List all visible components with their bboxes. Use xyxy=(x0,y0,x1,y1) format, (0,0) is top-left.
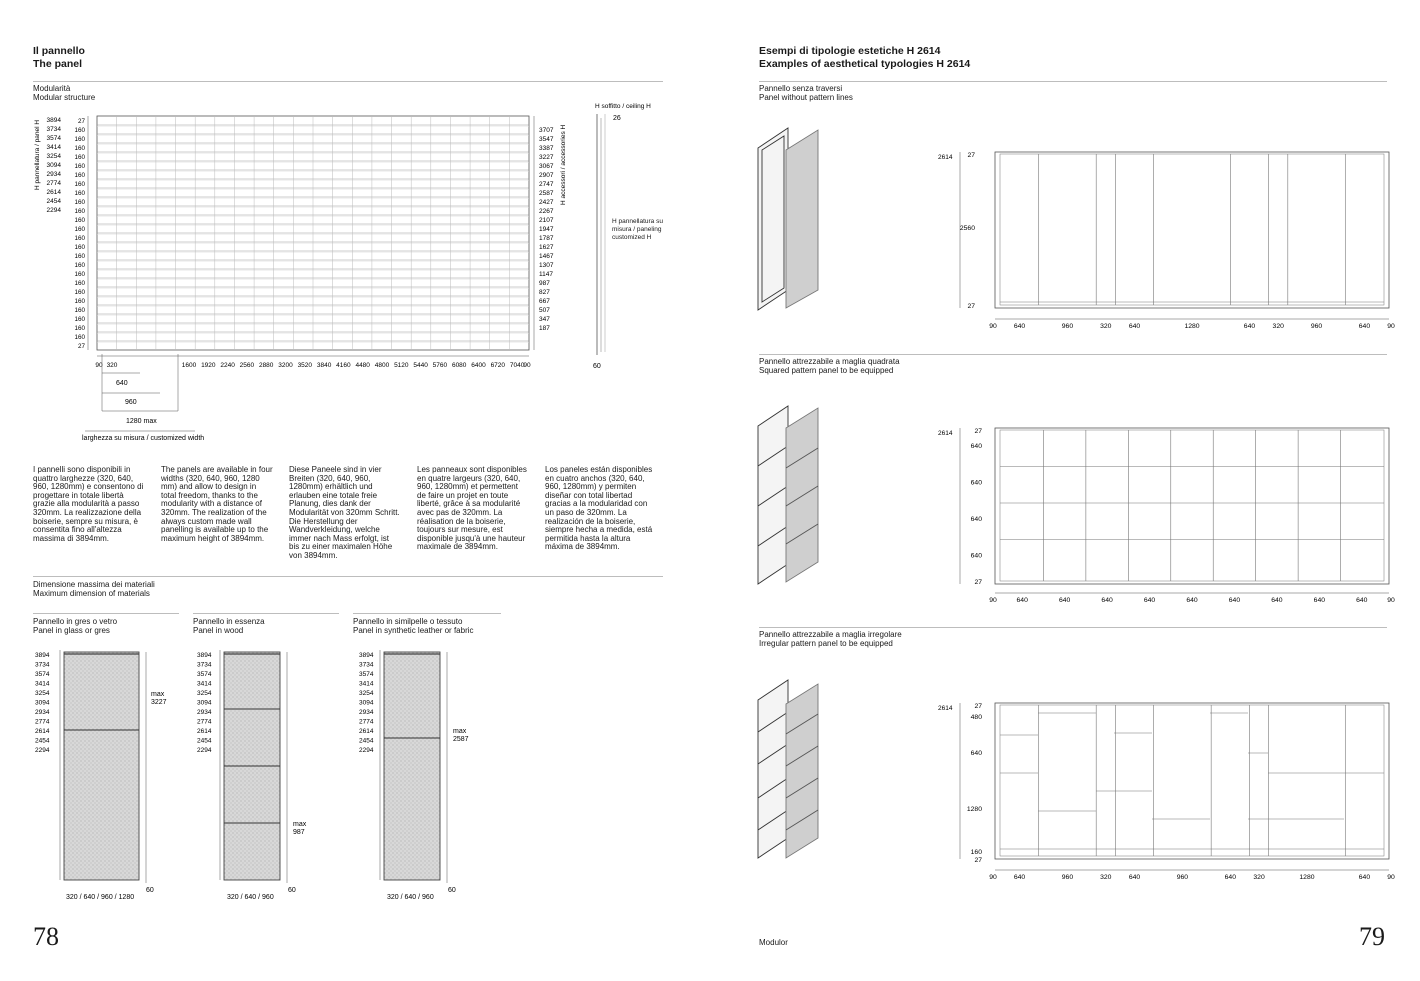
module-label: 160 xyxy=(74,226,85,234)
material-height-label: 3734 xyxy=(197,661,212,669)
material-height-label: 3094 xyxy=(359,699,374,707)
iso-panel-irregular xyxy=(758,680,818,858)
material-height-label: 2614 xyxy=(359,728,374,735)
module-label: 160 xyxy=(74,325,85,333)
material-height-label: 2454 xyxy=(35,737,50,745)
elevation-height-label: 27 xyxy=(974,428,982,435)
paragraph-de: Diese Paneele sind in vier Breiten (320, 640, 960, 1280mm) erhältlich und erlauben eine totale freie Planung, dies dank der Modularität von 320mm Schritt. Die Herstellung der Wandverkleidung, welche immer nach Mass erfolgt, ist bis zu einer maximalen Höhe von 3894mm. xyxy=(289,465,400,560)
material-height-label: 3094 xyxy=(197,699,212,707)
elevation-width-label: 320 xyxy=(1253,874,1265,881)
right-title-en: Examples of aesthetical typologies H 2614 xyxy=(759,58,971,70)
wood-max-label: max xyxy=(293,821,307,828)
panel-height-label: 2774 xyxy=(46,180,61,187)
elevation-total-label: 2614 xyxy=(938,430,953,437)
accessory-height-label: 827 xyxy=(539,289,550,296)
gres-max-label: max xyxy=(151,691,165,698)
module-label: 160 xyxy=(74,262,85,270)
accessory-height-labels xyxy=(534,116,554,350)
elevation-width-label: 640 xyxy=(1271,597,1283,604)
module-label: 160 xyxy=(74,316,85,324)
elevation-height-label: 480 xyxy=(970,714,982,721)
paragraph-fr: Les panneaux sont disponibles en quatre largeurs (320, 640, 960, 1280mm) et permettent de faire un projet en toute liberté, grâce à sa modularité avec pas de 320mm. La réalisation de la boiserie, toujours sur mesure, est disponible jusqu'à une hauteur maximale de 3894mm. xyxy=(417,465,527,552)
elevation-width-label: 640 xyxy=(1016,597,1028,604)
material-height-label: 2454 xyxy=(359,737,374,745)
material-height-label: 2774 xyxy=(197,718,212,726)
width-axis-label: 7040 xyxy=(509,362,525,369)
section3-en: Irregular pattern panel to be equipped xyxy=(759,639,893,648)
width-axis-label: 6400 xyxy=(471,362,486,369)
right-title-it: Esempi di tipologie estetiche H 2614 xyxy=(759,45,941,57)
accessory-height-label: 2267 xyxy=(539,208,554,215)
material-height-label: 3574 xyxy=(359,671,374,678)
elevation-width-label: 640 xyxy=(1101,597,1113,604)
material-height-label: 3894 xyxy=(359,652,374,659)
material-height-label: 3414 xyxy=(197,680,212,688)
wood-bottom: 60 xyxy=(288,887,296,894)
elevation-width-label: 640 xyxy=(1313,597,1326,604)
material-height-label: 3094 xyxy=(35,699,50,707)
material-height-label: 3574 xyxy=(197,671,212,678)
width-axis-label: 3200 xyxy=(278,362,293,369)
iso-panel-squared xyxy=(758,406,818,584)
leather-max-label: max xyxy=(453,728,467,735)
module-label: 160 xyxy=(74,298,85,306)
panel-height-label: 3094 xyxy=(46,162,61,169)
material-height-label: 2934 xyxy=(35,709,50,716)
material-panel xyxy=(384,652,440,880)
material-gres-it: Pannello in gres o vetro xyxy=(33,617,118,626)
modular-en: Modular structure xyxy=(33,93,96,102)
materials-chart xyxy=(0,640,520,910)
module-label: 160 xyxy=(74,235,85,243)
panel-height-label: 2294 xyxy=(46,207,61,214)
maxdim-en: Maximum dimension of materials xyxy=(33,589,150,598)
ceiling-value: 26 xyxy=(613,115,621,122)
elevation-height-label: 160 xyxy=(970,849,982,856)
width-axis-label: 3840 xyxy=(316,362,332,369)
elevation-width-label: 640 xyxy=(1224,874,1236,881)
module-label: 160 xyxy=(74,289,85,297)
elevation-frame xyxy=(995,152,1389,308)
leather-max-value: 2587 xyxy=(453,736,469,743)
module-label: 160 xyxy=(74,208,85,216)
wood-widths: 320 / 640 / 960 xyxy=(227,894,274,901)
elevation-width-label: 1280 xyxy=(1299,874,1315,881)
width-axis-label: 4800 xyxy=(374,362,390,369)
elevation-height-label: 640 xyxy=(970,516,982,523)
material-panel-leather xyxy=(359,650,447,883)
material-wood-title xyxy=(193,617,265,635)
typologies-drawings xyxy=(740,0,1420,900)
width-axis-label: 2240 xyxy=(220,362,235,369)
material-height-label: 2294 xyxy=(359,747,374,754)
material-height-label: 3254 xyxy=(359,690,374,697)
material-panel-gres xyxy=(35,650,146,883)
gres-bottom: 60 xyxy=(146,887,154,894)
elevation-plain xyxy=(938,152,1395,330)
elevation-width-label: 640 xyxy=(1228,597,1241,604)
divider xyxy=(33,613,179,614)
label-h-accessory: H accessori / accessories H xyxy=(560,124,567,205)
accessory-height-label: 2427 xyxy=(539,199,554,206)
accessory-height-label: 1147 xyxy=(539,271,553,278)
width-axis-label: 1920 xyxy=(201,362,216,369)
gres-widths: 320 / 640 / 960 / 1280 xyxy=(66,894,135,901)
elevation-height-label: 27 xyxy=(967,303,975,310)
elevation-total-label: 2614 xyxy=(938,705,953,712)
panel-height-label: 2454 xyxy=(46,198,61,205)
section1-en: Panel without pattern lines xyxy=(759,93,853,102)
accessory-height-label: 507 xyxy=(539,307,550,314)
material-gres-en: Panel in glass or gres xyxy=(33,626,110,635)
modular-grid xyxy=(97,116,529,350)
label-h-panel: H pannellatura / panel H xyxy=(34,119,41,190)
elevation-width-label: 640 xyxy=(1358,874,1371,881)
elevation-width-label: 90 xyxy=(1387,597,1395,604)
elevation-width-label: 960 xyxy=(1061,874,1074,881)
paragraph-it: I pannelli sono disponibili in quattro larghezze (320, 640, 960, 1280mm) e consentono di progettare in totale libertà grazie alla modularità a passo 320mm. La realizzazione della boiserie, sempre su misura, è consentita fino all'altezza massima di 3894mm. xyxy=(33,465,144,543)
elevation-width-label: 640 xyxy=(1013,874,1026,881)
divider xyxy=(353,613,501,614)
panel-height-label: 3734 xyxy=(46,126,61,133)
width-axis-label: 320 xyxy=(106,362,118,369)
module-label: 160 xyxy=(74,154,85,162)
material-height-label: 3254 xyxy=(197,690,212,697)
elevation-height-label: 640 xyxy=(970,443,982,450)
wood-max-value: 987 xyxy=(293,829,305,836)
width-axis-label: 1600 xyxy=(181,362,197,369)
elevation-frame xyxy=(995,703,1389,859)
left-title-en: The panel xyxy=(33,58,83,70)
elevation-width-label: 90 xyxy=(1387,874,1395,881)
leather-widths: 320 / 640 / 960 xyxy=(387,894,434,901)
section2-en: Squared pattern panel to be equipped xyxy=(759,366,894,375)
material-height-label: 3734 xyxy=(35,661,50,669)
accessory-height-label: 3707 xyxy=(539,127,554,134)
accessory-height-label: 2107 xyxy=(539,217,554,224)
accessory-height-label: 1307 xyxy=(539,262,554,269)
elevation-inner xyxy=(1000,705,1384,856)
elevation-frame xyxy=(995,428,1389,584)
label-custom-h: H pannellatura su misura / paneling customized H xyxy=(612,218,663,241)
module-label: 160 xyxy=(74,172,85,180)
material-height-label: 3414 xyxy=(359,680,374,688)
elevation-height-label: 27 xyxy=(974,703,982,710)
width-axis-label: 4160 xyxy=(336,362,351,369)
accessory-height-label: 1947 xyxy=(539,226,554,233)
material-height-label: 3894 xyxy=(197,652,212,659)
page-number-left: 78 xyxy=(33,922,59,951)
elevation-width-label: 1280 xyxy=(1184,323,1200,330)
accessory-height-label: 3547 xyxy=(539,136,554,143)
material-height-label: 2294 xyxy=(35,747,50,754)
paragraph-es: Los paneles están disponibles en cuatro anchos (320, 640, 960, 1280mm) y permiten diseñar con total libertad gracias a la modularidad con un paso de 320mm. La realización de la boiserie, siempre hecha a medida, está permitida hasta la altura máxima de 3894mm. xyxy=(545,465,653,552)
module-label: 160 xyxy=(74,136,85,144)
elevation-width-label: 90 xyxy=(989,874,997,881)
modular-it: Modularità xyxy=(33,84,71,93)
footer-brand: Modulor xyxy=(759,938,788,947)
accessory-height-label: 3387 xyxy=(539,145,554,152)
iso-panel-plain xyxy=(758,128,818,310)
width-1280: 1280 max xyxy=(126,418,157,425)
section1-it: Pannello senza traversi xyxy=(759,84,843,93)
module-label: 27 xyxy=(77,343,85,351)
material-wood-it: Pannello in essenza xyxy=(193,617,265,626)
width-640: 640 xyxy=(116,380,128,387)
module-label: 160 xyxy=(74,307,85,315)
elevation-width-label: 320 xyxy=(1272,323,1284,330)
divider xyxy=(33,576,663,577)
width-axis-labels xyxy=(95,356,531,369)
accessory-height-label: 3067 xyxy=(539,163,554,170)
elevation-height-label: 27 xyxy=(967,152,975,159)
width-axis-label: 5120 xyxy=(394,362,409,369)
accessory-height-label: 1467 xyxy=(539,253,554,260)
modular-chart xyxy=(0,0,700,460)
accessory-height-label: 667 xyxy=(539,298,550,305)
paragraph-en: The panels are available in four widths (320, 640, 960, 1280 mm) and allow to design in total freedom, thanks to the modularity with a distance of 320mm. The realization of the always custom made wall panelling is available up to the maximum height of 3894mm. xyxy=(161,465,273,543)
elevation-width-label: 960 xyxy=(1310,323,1323,330)
elevation-width-label: 90 xyxy=(1387,323,1395,330)
width-axis-label: 2560 xyxy=(239,362,255,369)
material-panel xyxy=(64,652,139,880)
module-label: 160 xyxy=(74,199,85,207)
material-height-label: 2934 xyxy=(197,709,212,716)
section2-it: Pannello attrezzabile a maglia quadrata xyxy=(759,357,900,366)
accessory-height-label: 1627 xyxy=(539,244,554,251)
material-panel-wood xyxy=(197,650,287,883)
module-label: 160 xyxy=(74,181,85,189)
width-axis-label: 4480 xyxy=(355,362,370,369)
elevation-width-label: 640 xyxy=(1013,323,1026,330)
width-axis-label: 5760 xyxy=(432,362,448,369)
accessory-height-label: 1787 xyxy=(539,235,554,242)
width-axis-label: 6080 xyxy=(451,362,467,369)
elevation-total-label: 2614 xyxy=(938,154,953,161)
material-height-label: 3254 xyxy=(35,690,50,697)
module-label: 160 xyxy=(74,145,85,153)
label-ceiling: H soffitto / ceiling H xyxy=(595,103,651,110)
width-axis-label: 6720 xyxy=(490,362,506,369)
width-axis-label: 2880 xyxy=(258,362,274,369)
elevation-width-label: 320 xyxy=(1100,323,1112,330)
elevation-height-label: 640 xyxy=(970,479,982,487)
accessory-height-label: 3227 xyxy=(539,154,554,161)
material-leather-it: Pannello in similpelle o tessuto xyxy=(353,617,463,626)
page-number-right: 79 xyxy=(1359,922,1385,951)
panel-height-labels xyxy=(47,117,62,214)
material-height-label: 2934 xyxy=(359,709,374,716)
accessory-height-label: 187 xyxy=(539,325,550,332)
elevation-squared xyxy=(938,428,1395,604)
panel-height-label: 2614 xyxy=(46,189,61,196)
ceiling-bottom: 60 xyxy=(593,363,601,370)
left-title-it: Il pannello xyxy=(33,45,85,57)
maxdim-it: Dimensione massima dei materiali xyxy=(33,580,155,589)
material-height-label: 3734 xyxy=(359,661,374,669)
material-height-label: 2774 xyxy=(359,718,374,726)
accessory-height-label: 2907 xyxy=(539,172,554,179)
material-height-label: 3894 xyxy=(35,652,50,659)
material-leather-title xyxy=(353,617,474,635)
gres-max-value: 3227 xyxy=(151,699,167,706)
module-label: 160 xyxy=(74,271,85,279)
elevation-width-label: 640 xyxy=(1128,323,1141,330)
width-axis-label: 90 xyxy=(95,362,103,369)
elevation-height-label: 27 xyxy=(974,857,982,864)
elevation-width-label: 640 xyxy=(1186,597,1198,604)
elevation-height-label: 640 xyxy=(970,552,982,560)
material-leather-en: Panel in synthetic leather or fabric xyxy=(353,626,474,635)
elevation-width-label: 640 xyxy=(1143,597,1156,604)
material-height-label: 2454 xyxy=(197,737,212,745)
divider xyxy=(193,613,339,614)
width-axis-label: 90 xyxy=(523,362,531,369)
accessory-height-label: 2587 xyxy=(539,190,554,197)
elevation-width-label: 640 xyxy=(1128,874,1141,881)
module-label: 160 xyxy=(74,217,85,225)
material-height-label: 2614 xyxy=(197,728,212,735)
panel-height-label: 2934 xyxy=(46,171,61,178)
material-gres-title xyxy=(33,617,117,635)
material-height-label: 2614 xyxy=(35,728,50,735)
elevation-width-label: 90 xyxy=(989,323,997,330)
material-height-label: 2294 xyxy=(197,747,212,754)
elevation-width-label: 640 xyxy=(1058,597,1071,604)
panel-height-label: 3254 xyxy=(46,153,61,160)
elevation-width-label: 960 xyxy=(1176,874,1189,881)
maxdim-heading xyxy=(33,580,155,598)
panel-height-label: 3894 xyxy=(46,117,61,124)
elevation-inner xyxy=(1000,430,1384,581)
module-label: 160 xyxy=(74,127,85,135)
module-labels xyxy=(74,116,88,350)
accessory-height-label: 987 xyxy=(539,280,550,287)
elevation-height-label: 2560 xyxy=(959,225,975,232)
width-axis-label: 3520 xyxy=(297,362,313,369)
width-960: 960 xyxy=(125,399,137,406)
elevation-width-label: 640 xyxy=(1358,323,1371,330)
elevation-inner xyxy=(1000,154,1384,305)
material-height-label: 3574 xyxy=(35,671,50,678)
module-label: 160 xyxy=(74,190,85,198)
material-height-label: 2774 xyxy=(35,718,50,726)
elevation-irregular xyxy=(938,703,1395,881)
module-label: 160 xyxy=(74,280,85,288)
elevation-height-label: 1280 xyxy=(966,806,982,813)
width-axis-label: 5440 xyxy=(413,362,428,369)
panel-height-label: 3574 xyxy=(46,135,61,142)
module-label: 160 xyxy=(74,244,85,252)
elevation-width-label: 320 xyxy=(1100,874,1112,881)
section3-it: Pannello attrezzabile a maglia irregolare xyxy=(759,630,902,639)
description-columns xyxy=(33,466,657,561)
panel-height-label: 3414 xyxy=(46,144,61,151)
label-custom-width: larghezza su misura / customized width xyxy=(82,435,205,442)
elevation-width-label: 90 xyxy=(989,597,997,604)
accessory-height-label: 2747 xyxy=(539,181,554,188)
module-label: 27 xyxy=(77,118,85,126)
elevation-height-label: 640 xyxy=(970,750,982,757)
elevation-width-label: 640 xyxy=(1243,323,1256,330)
leather-bottom: 60 xyxy=(448,887,456,894)
elevation-width-label: 960 xyxy=(1061,323,1074,330)
module-label: 160 xyxy=(74,253,85,261)
material-wood-en: Panel in wood xyxy=(193,626,244,635)
accessory-height-label: 347 xyxy=(539,316,550,323)
module-label: 160 xyxy=(74,163,85,171)
module-label: 160 xyxy=(74,334,85,342)
elevation-width-label: 640 xyxy=(1356,597,1368,604)
material-height-label: 3414 xyxy=(35,680,50,688)
elevation-height-label: 27 xyxy=(974,579,982,586)
